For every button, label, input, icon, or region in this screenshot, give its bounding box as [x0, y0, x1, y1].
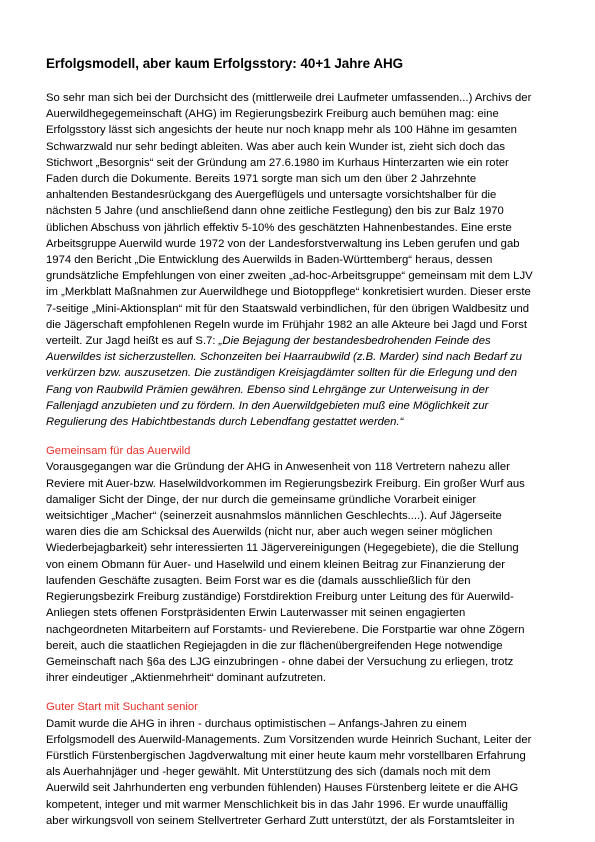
text-line: Schwarzwald nur sehr bedingt ableiten. Was aber auch kein Wunder ist, zieht sich doch das	[46, 140, 506, 153]
section-heading-gemeinsam: Gemeinsam für das Auerwild	[46, 445, 191, 458]
document-body	[46, 56, 552, 829]
text-line: Erfolgsstory lässt sich angesichts der heute nur noch knapp mehr als 100 Hähne im gesamten	[46, 124, 517, 137]
text-line: anhaltenden Bestandesrückgang des Auergeflügels und untersagte vorsichtshalber für die	[46, 189, 497, 202]
intro-paragraph	[46, 90, 552, 430]
text-line: nachgeordneten Mitarbeitern auf Forstamts- und Revierebene. Die Forstpartie war ohne Zögern	[46, 623, 525, 636]
text-line: kompetent, integer und mit warmer Menschlichkeit bis in das Jahr 1996. Er wurde unauffällig	[46, 798, 508, 811]
text-line: verkürzen bzw. auszusetzen. Die zuständigen Kreisjagdämter sollten für die Erlegung und den	[46, 367, 517, 380]
text-line: Vorausgegangen war die Gründung der AHG in Anwesenheit von 118 Vertretern nahezu aller	[46, 461, 510, 474]
text-line: aber wirkungsvoll von seinem Stellvertreter Gerhard Zutt unterstützt, der als Forstamtsleiter in	[46, 814, 515, 827]
text-line: Wiederbejagbarkeit) sehr interessierten 11 Jägervereinigungen (Hegegebiete), die die Stellung	[46, 542, 519, 555]
text-line: Auerwild seit Jahrhunderten eng verbunden fühlenden) Hauses Fürstenberg leitete er die AHG	[46, 782, 519, 795]
text-line: üblichen Abschuss von jährlich effektiv 5-10% des geschätzten Hahnenbestandes. Eine erste	[46, 221, 512, 234]
text-line: als Auerhahnjäger und -heger gewählt. Mit Unterstützung des sich (damals noch mit dem	[46, 766, 491, 779]
text-line: die Jägerschaft empfohlenen Regeln wurde im Frühjahr 1982 an alle Akteure bei Jagd und Forst	[46, 318, 528, 331]
text-line: ihrer eindeutiger „Aktienmehrheit“ dominant aufzutreten.	[46, 672, 327, 685]
text-line: Stichwort „Besorgnis“ seit der Gründung am 27.6.1980 im Kurhaus Hinterzarten wie ein roter	[46, 156, 509, 169]
text-line: waren dies die am Schicksal des Auerwilds (nicht nur, aber auch wegen seiner möglichen	[46, 526, 493, 539]
text-line: von einem Obmann für Auer- und Haselwild und einem kleinen Beitrag zur Finanzierung der	[46, 558, 506, 571]
text-line: 1974 den Bericht „Die Entwicklung des Auerwilds in Baden-Württemberg“ heraus, dessen	[46, 254, 493, 267]
text-line: laufenden Geschäfte zusagten. Beim Forst war es die (damals ausschließlich für den	[46, 574, 471, 587]
text-line: nächsten 5 Jahre (und anschließend dann ohne zeitliche Festlegung) den bis zur Balz 1970	[46, 205, 504, 218]
text-line: Arbeitsgruppe Auerwild wurde 1972 von der Landesforstverwaltung ins Leben gerufen und gab	[46, 237, 520, 250]
text-line: damaliger Sicht der Dinge, der nur durch die gemeinsame gründliche Vorarbeit einiger	[46, 493, 477, 506]
page-title: Erfolgsmodell, aber kaum Erfolgsstory: 40+1 Jahre AHG	[46, 56, 404, 71]
text-line: Damit wurde die AHG in ihren - durchaus optimistischen – Anfangs-Jahren zu einem	[46, 717, 467, 730]
text-line: Regulierung des Habichtbestands durch Lebendfang gestattet werden.“	[46, 416, 404, 429]
text-line: Auerwildhegegemeinschaft (AHG) im Regierungsbezirk Freiburg auch bemühen mag: eine	[46, 108, 499, 121]
text-line: Fürstlich Fürstenbergischen Jagdverwaltung mit einer heute kaum mehr vorstellbaren Erfahrung	[46, 749, 526, 762]
text-line: verteilt. Zur Jagd heißt es auf S.7: „Die Bejagung der bestandesbedrohenden Feinde des	[46, 335, 491, 348]
text-line: Fallenjagd anzubieten und zu fördern. In den Auerwildgebieten muß eine Möglichkeit zur	[46, 399, 489, 412]
section-paragraph-gemeinsam	[46, 459, 552, 686]
text-line: im „Merkblatt Maßnahmen zur Auerwildhege und Biotoppflege“ konkretisiert wurden. Dieser erste	[46, 286, 531, 299]
text-line: Reviere mit Auer-bzw. Haselwildvorkommen im Regierungsbezirk Freiburg. Ein großer Wurf aus	[46, 477, 525, 490]
text-line: Faden durch die Dokumente. Bereits 1971 sorgte man sich um den über 2 Jahrzehnte	[46, 173, 477, 186]
text-line: So sehr man sich bei der Durchsicht des (mittlerweile drei Laufmeter umfassenden...) Archivs der	[46, 92, 532, 104]
section-paragraph-guter-start	[46, 716, 552, 829]
text-line: Auerwildes ist sicherzustellen. Schonzeiten bei Haarraubwild (z.B. Marder) sind nach Bedarf zu	[46, 351, 522, 364]
text-line: 7-seitige „Mini-Aktionsplan“ mit für den Staatswald verbindlichen, für den übrigen Waldbesitz und	[46, 302, 530, 315]
text-line: bereit, auch die staatlichen Regiejagden in die zur flächenübergreifenden Hege notwendige	[46, 639, 503, 652]
text-line: weitsichtiger „Macher“ (seinerzeit ausnahmslos männlichen Geschlechts....). Auf Jägerseite	[46, 510, 502, 523]
section-heading-guter-start: Guter Start mit Suchant senior	[46, 701, 198, 714]
text-line: grundsätzliche Empfehlungen von einer zweiten „ad-hoc-Arbeitsgruppe“ gemeinsam mit dem LJV	[46, 270, 533, 283]
text-line: Fang von Raubwild Prämien gewähren. Ebenso sind Lehrgänge zur Unterweisung in der	[46, 383, 489, 396]
text-line: Regierungsbezirk Freiburg zuständige) Forstdirektion Freiburg unter Leitung des für Auerwild-	[46, 591, 514, 604]
text-line: Anliegen stets offenen Forstpräsidenten Erwin Lauterwasser mit seinen engagierten	[46, 607, 466, 620]
text-line: Gemeinschaft nach §6a des LJG einzubringen - ohne dabei der Versuchung zu erliegen, trotz	[46, 655, 514, 668]
text-line: Erfolgsmodell des Auerwild-Managements. Zum Vorsitzenden wurde Heinrich Suchant, Leiter der	[46, 733, 532, 746]
